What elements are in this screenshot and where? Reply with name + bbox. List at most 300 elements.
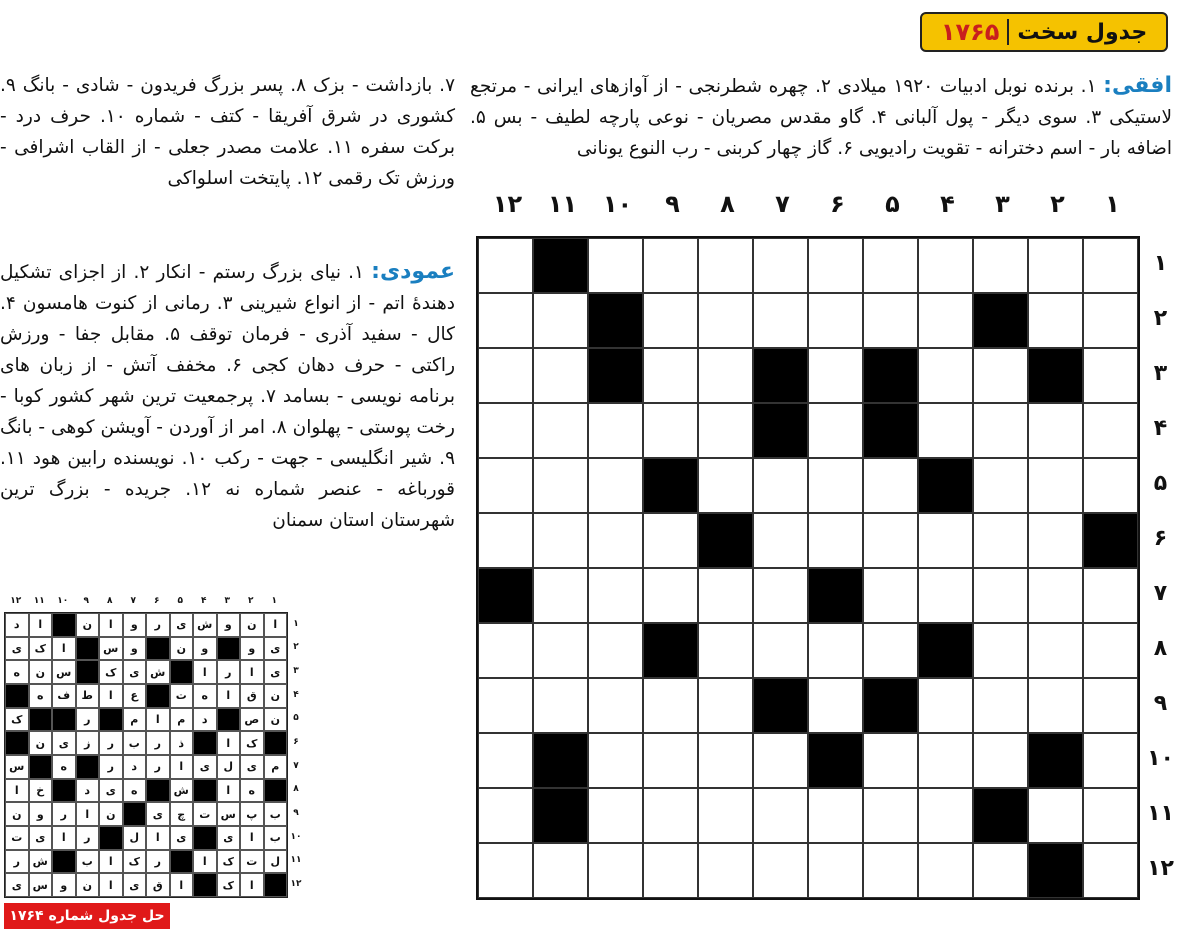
solution-row-number: ۹ bbox=[293, 808, 299, 819]
solution-cell: ه bbox=[240, 779, 264, 803]
grid-cell[interactable] bbox=[698, 293, 753, 348]
solution-col-number: ۳ bbox=[224, 596, 230, 606]
grid-black-cell bbox=[863, 348, 918, 403]
grid-cell[interactable] bbox=[753, 458, 808, 513]
solution-black-cell bbox=[76, 660, 100, 684]
grid-black-cell bbox=[973, 788, 1028, 843]
solution-cell: ا bbox=[240, 660, 264, 684]
grid-cell[interactable] bbox=[808, 348, 863, 403]
grid-cell[interactable] bbox=[643, 293, 698, 348]
solution-black-cell bbox=[170, 660, 194, 684]
solution-cell: ی bbox=[264, 660, 288, 684]
vertical-clues-heading: عمودی: bbox=[371, 259, 455, 284]
solution-cell: س bbox=[29, 873, 53, 897]
solution-black-cell bbox=[193, 779, 217, 803]
solution-col-number: ۵ bbox=[177, 596, 183, 606]
grid-black-cell bbox=[533, 238, 588, 293]
solution-cell: ی bbox=[29, 826, 53, 850]
grid-cell[interactable] bbox=[863, 458, 918, 513]
solution-col-number: ۱۰ bbox=[57, 596, 69, 606]
solution-row-number: ۳ bbox=[293, 666, 299, 677]
solution-col-number: ۱۲ bbox=[10, 596, 22, 606]
grid-black-cell bbox=[973, 293, 1028, 348]
solution-cell: ن bbox=[76, 873, 100, 897]
grid-cell[interactable] bbox=[918, 238, 973, 293]
grid-black-cell bbox=[643, 623, 698, 678]
solution-cell: ن bbox=[264, 708, 288, 732]
grid-cell[interactable] bbox=[478, 733, 533, 788]
solution-cell: ن bbox=[264, 684, 288, 708]
grid-black-cell bbox=[808, 733, 863, 788]
solution-row-number: ۱۲ bbox=[290, 879, 302, 890]
solution-cell: و bbox=[52, 873, 76, 897]
solution-col-number: ۸ bbox=[107, 596, 113, 606]
solution-cell: ط bbox=[76, 684, 100, 708]
grid-cell[interactable] bbox=[973, 513, 1028, 568]
solution-col-number: ۶ bbox=[154, 596, 160, 606]
grid-cell[interactable] bbox=[1028, 788, 1083, 843]
grid-cell[interactable] bbox=[973, 568, 1028, 623]
grid-cell[interactable] bbox=[643, 238, 698, 293]
grid-cell[interactable] bbox=[478, 513, 533, 568]
grid-cell[interactable] bbox=[973, 348, 1028, 403]
horizontal-clues-part1 bbox=[470, 70, 1172, 164]
grid-cell[interactable] bbox=[478, 293, 533, 348]
grid-cell[interactable] bbox=[1083, 568, 1138, 623]
grid-cell[interactable] bbox=[918, 513, 973, 568]
solution-cell: د bbox=[123, 755, 147, 779]
solution-cell: ک bbox=[5, 708, 29, 732]
solution-cell: ا bbox=[76, 802, 100, 826]
grid-black-cell bbox=[808, 568, 863, 623]
grid-cell[interactable] bbox=[588, 458, 643, 513]
solution-col-number: ۹ bbox=[83, 596, 89, 606]
grid-cell[interactable] bbox=[918, 403, 973, 458]
grid-cell[interactable] bbox=[1028, 678, 1083, 733]
grid-col-number: ۱۰ bbox=[602, 190, 633, 218]
solution-row-number: ۵ bbox=[293, 713, 299, 724]
grid-cell[interactable] bbox=[1083, 623, 1138, 678]
grid-cell[interactable] bbox=[588, 788, 643, 843]
solution-cell: ی bbox=[240, 755, 264, 779]
grid-cell[interactable] bbox=[753, 788, 808, 843]
solution-cell: ک bbox=[240, 731, 264, 755]
solution-black-cell bbox=[193, 873, 217, 897]
grid-black-cell bbox=[643, 458, 698, 513]
solution-cell: ن bbox=[99, 802, 123, 826]
solution-label: حل جدول شماره ۱۷۶۴ bbox=[4, 903, 170, 929]
solution-cell: ت bbox=[170, 684, 194, 708]
grid-cell[interactable] bbox=[863, 238, 918, 293]
grid-row-number: ۱۰ bbox=[1147, 746, 1174, 771]
grid-cell[interactable] bbox=[918, 678, 973, 733]
solution-cell: ر bbox=[146, 755, 170, 779]
solution-cell: ی bbox=[99, 779, 123, 803]
grid-cell[interactable] bbox=[643, 568, 698, 623]
grid-cell[interactable] bbox=[1083, 458, 1138, 513]
solution-cell: و bbox=[123, 637, 147, 661]
solution-row-number: ۲ bbox=[293, 642, 299, 653]
solution-cell: ی bbox=[146, 802, 170, 826]
solution-row-number: ۶ bbox=[293, 737, 299, 748]
solution-black-cell bbox=[29, 708, 53, 732]
grid-cell[interactable] bbox=[643, 843, 698, 898]
solution-cell: ر bbox=[76, 708, 100, 732]
grid-cell[interactable] bbox=[753, 843, 808, 898]
vertical-clues bbox=[0, 256, 455, 536]
grid-cell[interactable] bbox=[753, 238, 808, 293]
grid-col-number: ۸ bbox=[720, 190, 735, 218]
solution-cell: ب bbox=[264, 826, 288, 850]
grid-cell[interactable] bbox=[698, 458, 753, 513]
solution-cell: ر bbox=[76, 826, 100, 850]
grid-cell[interactable] bbox=[588, 403, 643, 458]
grid-cell[interactable] bbox=[863, 623, 918, 678]
grid-cell[interactable] bbox=[533, 678, 588, 733]
grid-cell[interactable] bbox=[698, 678, 753, 733]
grid-cell[interactable] bbox=[533, 348, 588, 403]
solution-row-number: ۸ bbox=[293, 784, 299, 795]
grid-cell[interactable] bbox=[643, 788, 698, 843]
grid-cell[interactable] bbox=[918, 788, 973, 843]
grid-cell[interactable] bbox=[533, 293, 588, 348]
grid-cell[interactable] bbox=[533, 458, 588, 513]
grid-cell[interactable] bbox=[1083, 403, 1138, 458]
grid-cell[interactable] bbox=[753, 293, 808, 348]
grid-cell[interactable] bbox=[808, 458, 863, 513]
solution-cell: ن bbox=[240, 613, 264, 637]
puzzle-title: جدول سخت bbox=[1017, 19, 1148, 45]
solution-cell: ک bbox=[217, 873, 241, 897]
solution-cell: ا bbox=[264, 613, 288, 637]
solution-cell: ا bbox=[193, 850, 217, 874]
grid-cell[interactable] bbox=[1083, 733, 1138, 788]
grid-cell[interactable] bbox=[588, 623, 643, 678]
grid-cell[interactable] bbox=[1083, 788, 1138, 843]
grid-cell[interactable] bbox=[698, 843, 753, 898]
solution-cell: ب bbox=[123, 731, 147, 755]
grid-cell[interactable] bbox=[643, 678, 698, 733]
solution-col-number: ۱۱ bbox=[33, 596, 45, 606]
grid-col-number: ۲ bbox=[1050, 190, 1065, 218]
grid-black-cell bbox=[698, 513, 753, 568]
grid-cell[interactable] bbox=[753, 513, 808, 568]
solution-cell: ب bbox=[264, 802, 288, 826]
grid-cell[interactable] bbox=[643, 403, 698, 458]
solution-col-number: ۲ bbox=[248, 596, 254, 606]
solution-black-cell bbox=[217, 708, 241, 732]
solution-cell: ا bbox=[99, 684, 123, 708]
solution-row-numbers bbox=[288, 612, 304, 896]
grid-cell[interactable] bbox=[973, 733, 1028, 788]
solution-black-cell bbox=[264, 779, 288, 803]
grid-cell[interactable] bbox=[698, 733, 753, 788]
grid-cell[interactable] bbox=[973, 678, 1028, 733]
solution-col-number: ۴ bbox=[201, 596, 207, 606]
grid-cell[interactable] bbox=[533, 843, 588, 898]
grid-cell[interactable] bbox=[1083, 348, 1138, 403]
grid-cell[interactable] bbox=[533, 513, 588, 568]
grid-black-cell bbox=[478, 568, 533, 623]
solution-cell: ر bbox=[146, 850, 170, 874]
solution-black-cell bbox=[52, 779, 76, 803]
grid-row-number: ۷ bbox=[1153, 581, 1168, 606]
grid-col-number: ۱ bbox=[1105, 190, 1120, 218]
grid-cell[interactable] bbox=[753, 568, 808, 623]
solution-cell: ه bbox=[5, 660, 29, 684]
previous-solution-grid bbox=[4, 612, 288, 898]
grid-cell[interactable] bbox=[1028, 238, 1083, 293]
grid-cell[interactable] bbox=[698, 403, 753, 458]
grid-cell[interactable] bbox=[478, 458, 533, 513]
grid-cell[interactable] bbox=[643, 348, 698, 403]
solution-cell: ا bbox=[146, 708, 170, 732]
grid-cell[interactable] bbox=[863, 513, 918, 568]
grid-cell[interactable] bbox=[643, 733, 698, 788]
grid-cell[interactable] bbox=[1083, 843, 1138, 898]
solution-black-cell bbox=[193, 826, 217, 850]
solution-cell: ا bbox=[170, 755, 194, 779]
solution-cell: ا bbox=[217, 684, 241, 708]
solution-cell: ر bbox=[217, 660, 241, 684]
grid-cell[interactable] bbox=[863, 293, 918, 348]
grid-cell[interactable] bbox=[863, 843, 918, 898]
solution-cell: م bbox=[123, 708, 147, 732]
grid-black-cell bbox=[753, 678, 808, 733]
solution-row-number: ۱۱ bbox=[290, 855, 302, 866]
horizontal-clues-part2 bbox=[0, 70, 455, 194]
grid-cell[interactable] bbox=[1028, 623, 1083, 678]
solution-black-cell bbox=[146, 684, 170, 708]
solution-cell: ا bbox=[99, 873, 123, 897]
grid-row-number: ۱۱ bbox=[1147, 801, 1174, 826]
horizontal-clues-text-2: ۷. بازداشت - بزک ۸. پسر بزرگ فریدون - شادی - بانگ ۹. کشوری در شرق آفریقا - کتف - شماره ۱۰. حرف درد - برکت سفره ۱۱. علامت مصدر جعلی - از القاب اشرافی - ورزش تک رقمی ۱۲. پایتخت اسلواکی bbox=[0, 75, 455, 189]
solution-black-cell bbox=[52, 708, 76, 732]
grid-row-numbers bbox=[1142, 236, 1179, 896]
grid-cell[interactable] bbox=[753, 733, 808, 788]
grid-cell[interactable] bbox=[588, 733, 643, 788]
grid-cell[interactable] bbox=[863, 568, 918, 623]
solution-cell: و bbox=[123, 613, 147, 637]
grid-col-number: ۷ bbox=[775, 190, 790, 218]
grid-cell[interactable] bbox=[533, 403, 588, 458]
grid-row-number: ۹ bbox=[1153, 691, 1168, 716]
solution-cell: ل bbox=[264, 850, 288, 874]
solution-cell: ی bbox=[123, 660, 147, 684]
grid-cell[interactable] bbox=[478, 403, 533, 458]
grid-cell[interactable] bbox=[478, 788, 533, 843]
grid-row-number: ۲ bbox=[1153, 306, 1168, 331]
grid-cell[interactable] bbox=[808, 843, 863, 898]
solution-cell: ه bbox=[52, 755, 76, 779]
grid-cell[interactable] bbox=[698, 348, 753, 403]
solution-cell: ا bbox=[99, 850, 123, 874]
grid-cell[interactable] bbox=[808, 678, 863, 733]
puzzle-number: ۱۷۶۵ bbox=[940, 18, 1000, 46]
grid-cell[interactable] bbox=[1083, 678, 1138, 733]
grid-cell[interactable] bbox=[588, 513, 643, 568]
grid-cell[interactable] bbox=[918, 348, 973, 403]
solution-cell: ی bbox=[5, 637, 29, 661]
grid-cell[interactable] bbox=[533, 623, 588, 678]
grid-black-cell bbox=[588, 348, 643, 403]
solution-cell: ا bbox=[240, 873, 264, 897]
solution-cell: ک bbox=[123, 850, 147, 874]
solution-cell: ر bbox=[52, 802, 76, 826]
grid-cell[interactable] bbox=[478, 348, 533, 403]
grid-cell[interactable] bbox=[973, 623, 1028, 678]
grid-cell[interactable] bbox=[1083, 238, 1138, 293]
solution-cell: ل bbox=[123, 826, 147, 850]
solution-cell: ن bbox=[76, 613, 100, 637]
grid-cell[interactable] bbox=[478, 843, 533, 898]
grid-cell[interactable] bbox=[1028, 458, 1083, 513]
solution-cell: و bbox=[29, 802, 53, 826]
grid-cell[interactable] bbox=[1028, 293, 1083, 348]
solution-black-cell bbox=[146, 779, 170, 803]
grid-cell[interactable] bbox=[533, 568, 588, 623]
solution-cell: ا bbox=[52, 826, 76, 850]
solution-cell: ی bbox=[217, 826, 241, 850]
solution-cell: و bbox=[217, 613, 241, 637]
solution-cell: ه bbox=[29, 684, 53, 708]
grid-cell[interactable] bbox=[698, 238, 753, 293]
solution-cell: ز bbox=[76, 731, 100, 755]
solution-col-number: ۱ bbox=[271, 596, 277, 606]
solution-cell: ن bbox=[29, 731, 53, 755]
grid-cell[interactable] bbox=[698, 623, 753, 678]
solution-black-cell bbox=[52, 850, 76, 874]
grid-cell[interactable] bbox=[1028, 568, 1083, 623]
solution-cell: ن bbox=[29, 660, 53, 684]
solution-cell: ی bbox=[193, 755, 217, 779]
grid-col-number: ۱۲ bbox=[492, 190, 523, 218]
grid-column-numbers bbox=[476, 190, 1140, 218]
solution-cell: و bbox=[193, 637, 217, 661]
grid-black-cell bbox=[753, 348, 808, 403]
grid-black-cell bbox=[918, 458, 973, 513]
solution-column-numbers bbox=[4, 596, 286, 606]
grid-cell[interactable] bbox=[808, 293, 863, 348]
grid-cell[interactable] bbox=[478, 623, 533, 678]
solution-cell: ی bbox=[264, 637, 288, 661]
solution-black-cell bbox=[52, 613, 76, 637]
grid-cell[interactable] bbox=[973, 238, 1028, 293]
grid-cell[interactable] bbox=[863, 733, 918, 788]
grid-cell[interactable] bbox=[808, 788, 863, 843]
solution-cell: ر bbox=[146, 613, 170, 637]
solution-cell: ا bbox=[240, 826, 264, 850]
solution-black-cell bbox=[76, 637, 100, 661]
solution-cell: ا bbox=[99, 613, 123, 637]
solution-cell: ی bbox=[52, 731, 76, 755]
crossword-grid[interactable] bbox=[476, 236, 1140, 900]
grid-cell[interactable] bbox=[588, 843, 643, 898]
grid-cell[interactable] bbox=[918, 843, 973, 898]
grid-cell[interactable] bbox=[808, 238, 863, 293]
grid-row-number: ۱۲ bbox=[1147, 856, 1174, 881]
grid-cell[interactable] bbox=[1083, 293, 1138, 348]
solution-cell: د bbox=[5, 613, 29, 637]
solution-cell: ص bbox=[240, 708, 264, 732]
solution-row-number: ۷ bbox=[293, 760, 299, 771]
grid-black-cell bbox=[1028, 843, 1083, 898]
solution-cell: م bbox=[264, 755, 288, 779]
solution-cell: ا bbox=[193, 660, 217, 684]
grid-cell[interactable] bbox=[808, 513, 863, 568]
grid-black-cell bbox=[753, 403, 808, 458]
grid-cell[interactable] bbox=[588, 678, 643, 733]
grid-cell[interactable] bbox=[643, 513, 698, 568]
solution-cell: ن bbox=[170, 637, 194, 661]
solution-cell: ب bbox=[76, 850, 100, 874]
solution-cell: ت bbox=[193, 802, 217, 826]
grid-cell[interactable] bbox=[863, 788, 918, 843]
grid-cell[interactable] bbox=[588, 568, 643, 623]
grid-col-number: ۵ bbox=[885, 190, 900, 218]
grid-cell[interactable] bbox=[973, 403, 1028, 458]
solution-cell: و bbox=[240, 637, 264, 661]
solution-cell: ر bbox=[146, 731, 170, 755]
grid-cell[interactable] bbox=[808, 403, 863, 458]
solution-cell: ل bbox=[217, 755, 241, 779]
solution-cell: ش bbox=[170, 779, 194, 803]
solution-cell: ش bbox=[146, 660, 170, 684]
solution-cell: ک bbox=[99, 660, 123, 684]
solution-cell: ه bbox=[193, 684, 217, 708]
solution-black-cell bbox=[264, 731, 288, 755]
solution-cell: ف bbox=[52, 684, 76, 708]
solution-cell: ا bbox=[146, 826, 170, 850]
grid-cell[interactable] bbox=[918, 733, 973, 788]
horizontal-clues-heading: افقی: bbox=[1103, 73, 1172, 98]
grid-cell[interactable] bbox=[1028, 513, 1083, 568]
solution-cell: س bbox=[52, 660, 76, 684]
grid-cell[interactable] bbox=[753, 623, 808, 678]
grid-cell[interactable] bbox=[698, 788, 753, 843]
solution-cell: ا bbox=[217, 779, 241, 803]
grid-cell[interactable] bbox=[973, 843, 1028, 898]
grid-cell[interactable] bbox=[588, 238, 643, 293]
grid-cell[interactable] bbox=[698, 568, 753, 623]
grid-cell[interactable] bbox=[478, 678, 533, 733]
grid-row-number: ۶ bbox=[1153, 526, 1168, 551]
solution-cell: چ bbox=[170, 802, 194, 826]
grid-cell[interactable] bbox=[1028, 403, 1083, 458]
grid-cell[interactable] bbox=[973, 458, 1028, 513]
solution-cell: ی bbox=[170, 613, 194, 637]
solution-cell: ت bbox=[240, 850, 264, 874]
solution-cell: ی bbox=[5, 873, 29, 897]
grid-col-number: ۴ bbox=[940, 190, 955, 218]
grid-cell[interactable] bbox=[808, 623, 863, 678]
solution-cell: ا bbox=[5, 779, 29, 803]
grid-cell[interactable] bbox=[478, 238, 533, 293]
solution-cell: س bbox=[5, 755, 29, 779]
solution-cell: ر bbox=[5, 850, 29, 874]
grid-black-cell bbox=[863, 403, 918, 458]
grid-black-cell bbox=[1028, 733, 1083, 788]
solution-cell: س bbox=[99, 637, 123, 661]
solution-black-cell bbox=[170, 850, 194, 874]
solution-cell: ا bbox=[52, 637, 76, 661]
solution-cell: ا bbox=[217, 731, 241, 755]
grid-cell[interactable] bbox=[918, 568, 973, 623]
solution-cell: ر bbox=[99, 755, 123, 779]
solution-cell: س bbox=[217, 802, 241, 826]
grid-cell[interactable] bbox=[918, 293, 973, 348]
grid-col-number: ۶ bbox=[830, 190, 845, 218]
